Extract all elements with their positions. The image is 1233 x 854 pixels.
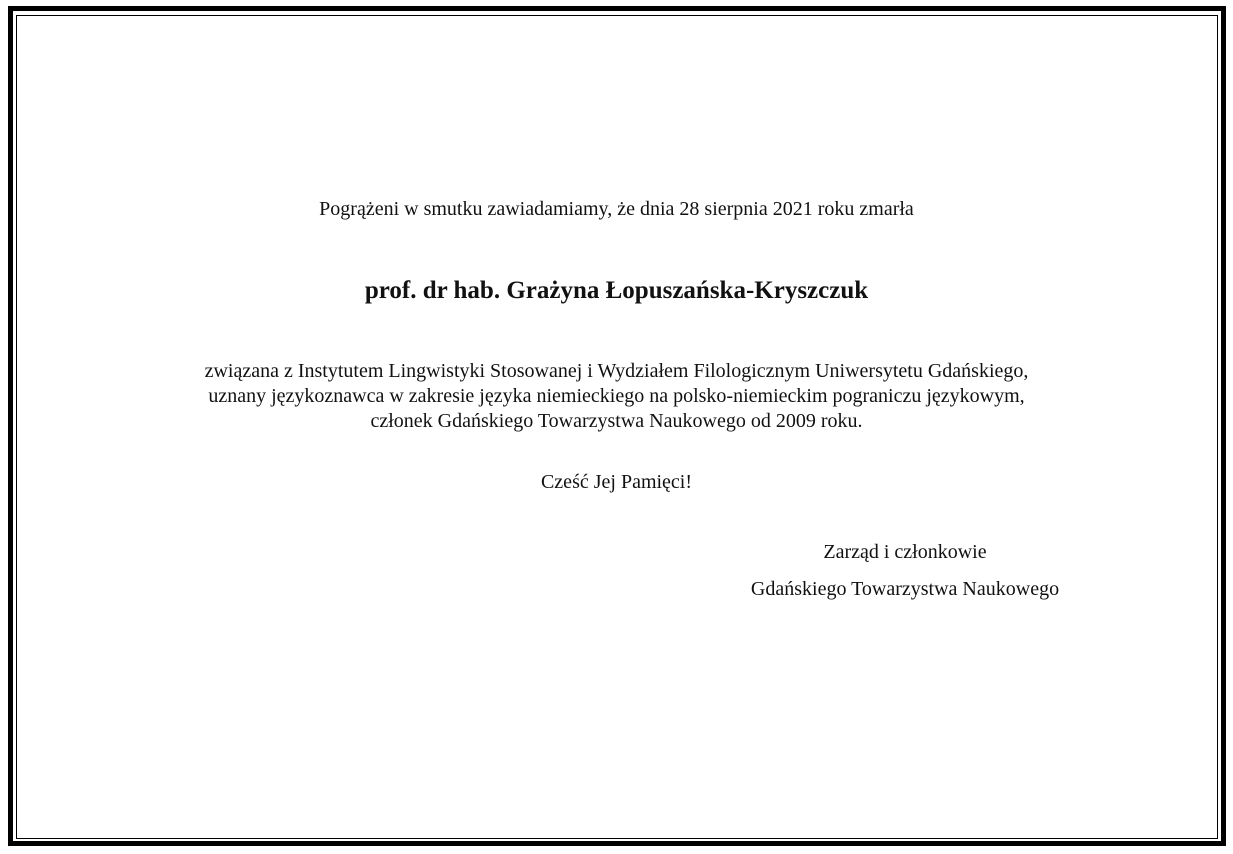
intro-text: Pogrążeni w smutku zawiadamiamy, że dnia 28 sierpnia 2021 roku zmarła	[319, 198, 914, 220]
tribute-text: Cześć Jej Pamięci!	[540, 471, 693, 493]
signature-line-society: Gdańskiego Towarzystwa Naukowego	[750, 578, 1060, 600]
description-line-membership: członek Gdańskiego Towarzystwa Naukowego od 2009 roku.	[370, 410, 863, 432]
description-line-expertise: uznany językoznawca w zakresie języka niemieckiego na polsko-niemieckim pograniczu językowym,	[208, 385, 1025, 407]
signature-line-board: Zarząd i członkowie	[823, 541, 987, 563]
deceased-name: prof. dr hab. Grażyna Łopuszańska-Kryszczuk	[364, 277, 869, 304]
description-line-affiliation: związana z Instytutem Lingwistyki Stosowanej i Wydziałem Filologicznym Uniwersytetu Gdańskiego,	[204, 360, 1029, 382]
